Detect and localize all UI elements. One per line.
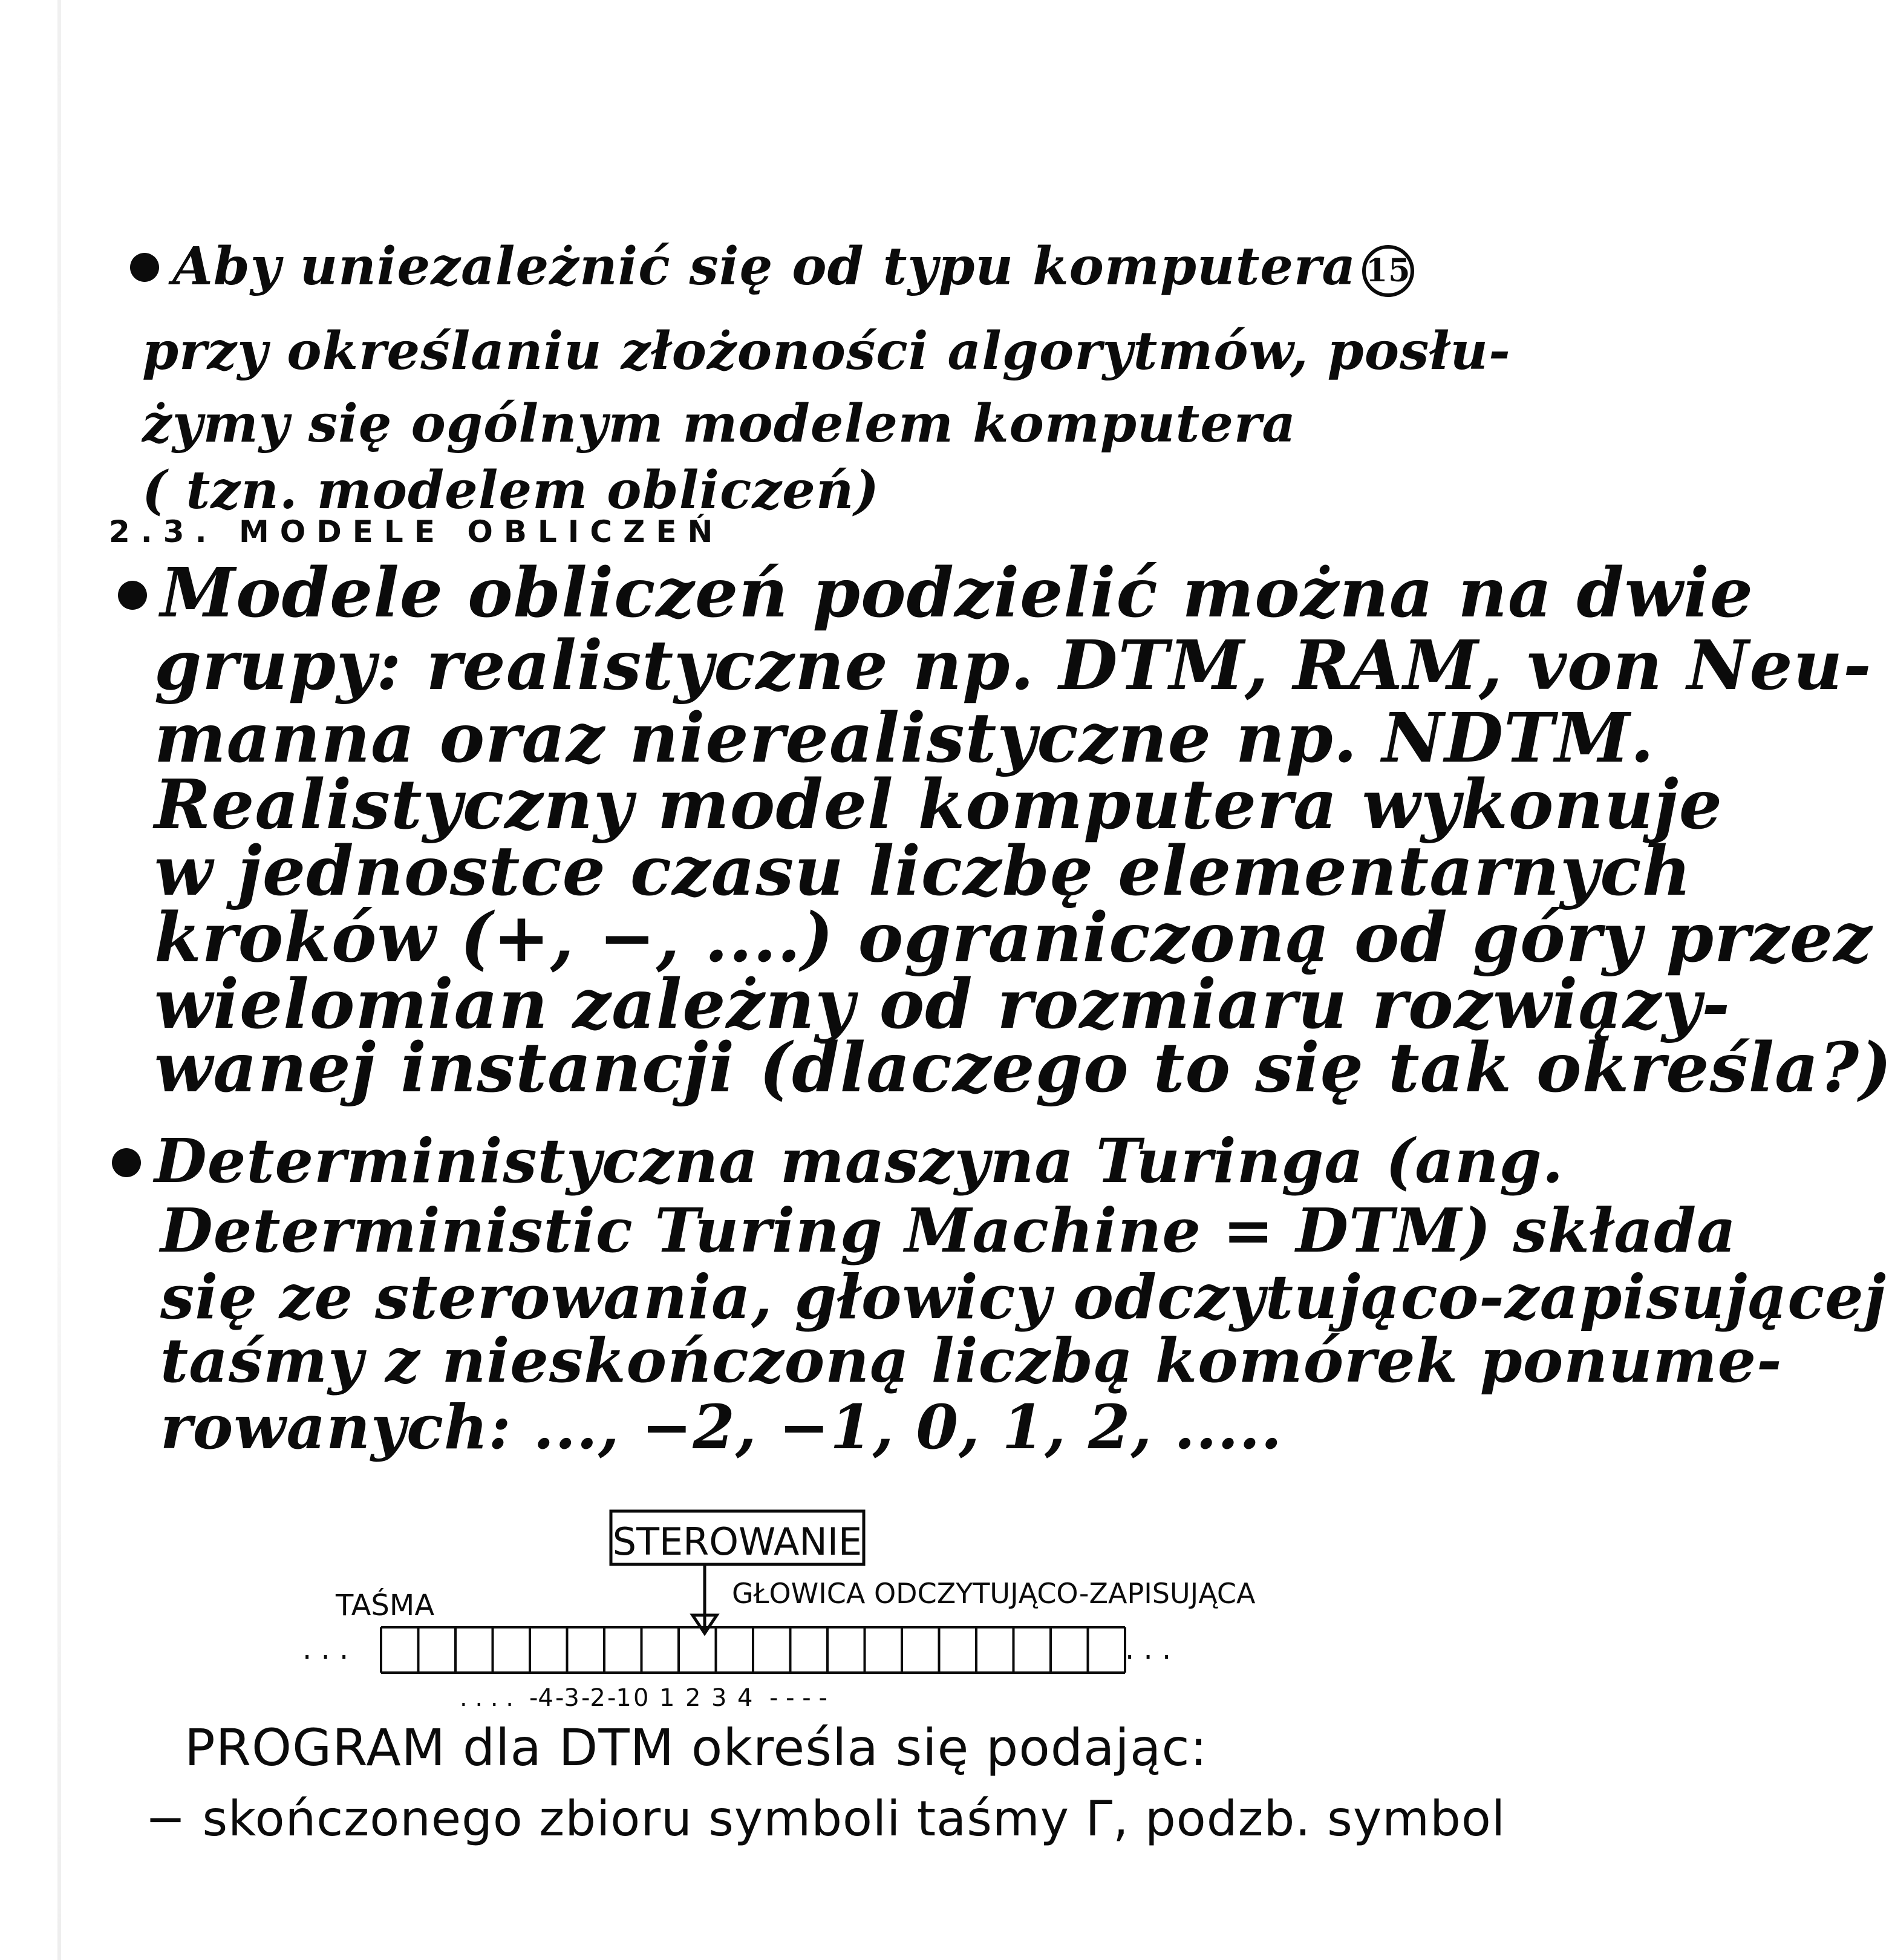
p3-line-3: się ze sterowania, głowicy odczytująco-zapisującej xyxy=(160,1261,1887,1333)
p2-line-8: wanej instancji (dlaczego to się tak określa?) xyxy=(154,1028,1892,1108)
tape-index: 3 xyxy=(711,1684,727,1712)
p2-line-3: manna oraz nierealistyczne np. NDTM. xyxy=(154,699,1655,778)
tape-index: -4 xyxy=(529,1684,553,1712)
tape-index: -1 xyxy=(607,1684,631,1712)
tape-label: TAŚMA xyxy=(336,1589,435,1622)
tape-left-ellipsis: . . . xyxy=(302,1632,349,1666)
p1-line-3: żymy się ogólnym modelem komputera xyxy=(142,393,1297,454)
bullet-icon xyxy=(112,1148,141,1177)
control-label: STEROWANIE xyxy=(612,1520,863,1564)
p2-line-7: wielomian zależny od rozmiaru rozwiązy- xyxy=(154,965,1731,1044)
tape-index-prefix: . . . . xyxy=(460,1684,514,1712)
tape-index: -3 xyxy=(555,1684,579,1712)
page-number-badge: 15 xyxy=(1362,245,1414,297)
tape-indices xyxy=(460,1684,827,1712)
tape-index: 4 xyxy=(737,1684,753,1712)
p1-text: Aby uniezależnić się od typu komputera xyxy=(172,236,1357,297)
p3-line-1: Deterministyczna maszyna Turinga (ang. xyxy=(112,1125,1564,1197)
tape-index-suffix: - - - - xyxy=(769,1684,827,1712)
p2-line-4: Realistyczny model komputera wykonuje xyxy=(154,765,1723,844)
p3-line-5: rowanych: ..., −2, −1, 0, 1, 2, ..... xyxy=(160,1391,1283,1463)
tape-index: 1 xyxy=(659,1684,675,1712)
p1-line-1 xyxy=(130,236,1414,297)
p2-line-1: Modele obliczeń podzielić można na dwie xyxy=(118,554,1753,633)
p2-line-2: grupy: realistyczne np. DTM, RAM, von Neu- xyxy=(154,626,1872,705)
bullet-icon xyxy=(118,581,147,610)
tape-index: 0 xyxy=(633,1684,649,1712)
p2-line-6: kroków (+, −, ....) ograniczoną od góry przez xyxy=(154,898,1873,978)
scan-edge xyxy=(57,0,61,1960)
turing-machine-diagram xyxy=(302,1500,1452,1718)
p1-line-2: przy określaniu złożoności algorytmów, posłu- xyxy=(142,321,1511,382)
bullet-icon xyxy=(130,253,159,282)
bottom-line-1: PROGRAM dla DTM określa się podając: xyxy=(184,1718,1208,1777)
section-heading: 2.3. MODELE OBLICZEŃ xyxy=(109,514,724,549)
tape-cells xyxy=(381,1627,1125,1673)
head-label: GŁOWICA ODCZYTUJĄCO-ZAPISUJĄCA xyxy=(732,1577,1256,1610)
p1-line-4: ( tzn. modelem obliczeń) xyxy=(142,460,880,521)
tape-index: 2 xyxy=(685,1684,701,1712)
tape-right-ellipsis: . . . xyxy=(1125,1632,1172,1666)
p3-line-2: Deterministic Turing Machine = DTM) składa xyxy=(160,1195,1737,1266)
bottom-line-2: − skończonego zbioru symboli taśmy Γ, podzb. symbol xyxy=(145,1791,1506,1847)
tape-index: -2 xyxy=(581,1684,605,1712)
p2-line-5: w jednostce czasu liczbę elementarnych xyxy=(154,832,1692,911)
p3-line-4: taśmy z nieskończoną liczbą komórek ponume- xyxy=(160,1325,1783,1396)
